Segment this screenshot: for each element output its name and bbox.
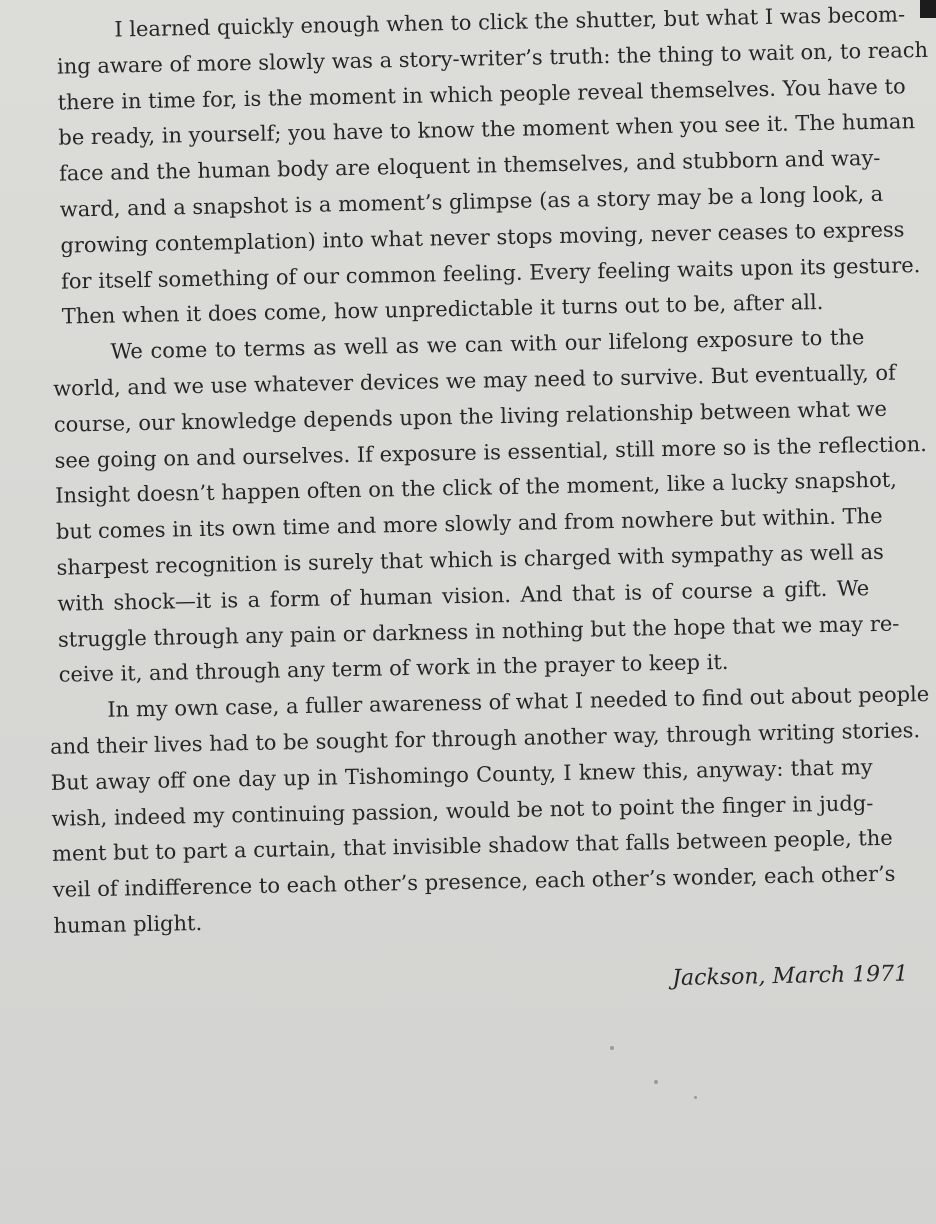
text-line: But away off one day up in Tishomingo County, I knew this, anyway: that my — [50, 754, 873, 795]
text-line: growing contemplation) into what never stops moving, never ceases to express — [60, 217, 905, 258]
paper-speck — [610, 1046, 614, 1050]
text-line: but comes in its own time and more slowly and from nowhere but within. The — [55, 503, 883, 544]
text-line: be ready, in yourself; you have to know the moment when you see it. The human — [58, 109, 916, 150]
page-corner-shadow — [920, 0, 936, 18]
body-text — [36, 0, 930, 945]
paragraph-1 — [36, 0, 929, 336]
text-line: there in time for, is the moment in which people reveal themselves. You have to — [57, 73, 906, 115]
text-line: veil of indifference to each other’s presence, each other’s wonder, each other’s — [52, 861, 896, 902]
text-line: sharpest recognition is surely that which is charged with sympathy as well as — [56, 539, 884, 580]
text-line: ing aware of more slowly was a story-writer’s truth: the thing to wait on, to reach — [56, 37, 929, 79]
text-line: for itself something of our common feeling. Every feeling waits upon its gesture. — [60, 252, 921, 294]
text-line: Then when it does come, how unpredictable it turns out to be, after all. — [61, 290, 824, 329]
text-line: We come to terms as well as we can with our lifelong exposure to the — [110, 325, 865, 364]
text-line: and their lives had to be sought for through another way, through writing stories. — [49, 718, 921, 759]
paragraph-3 — [49, 678, 930, 944]
paragraph-2 — [42, 320, 928, 694]
text-line: see going on and ourselves. If exposure is essential, still more so is the reflection. — [54, 431, 928, 473]
text-line: with shock—it is a form of human vision. And that is of course a gift. We — [57, 575, 870, 616]
text-line: world, and we use whatever devices we may need to survive. But eventually, of — [52, 360, 897, 401]
text-line: I learned quickly enough when to click the shutter, but what I was becom- — [114, 2, 906, 42]
paper-speck — [654, 1080, 658, 1084]
text-line: struggle through any pain or darkness in nothing but the hope that we may re- — [57, 611, 900, 652]
text-line: ceive it, and through any term of work in the prayer to keep it. — [58, 650, 729, 688]
text-line: course, our knowledge depends upon the living relationship between what we — [53, 396, 888, 437]
text-line: ment but to part a curtain, that invisible shadow that falls between people, the — [51, 826, 893, 867]
text-line: wish, indeed my continuing passion, would be not to point the finger in judg- — [51, 790, 874, 831]
text-line: face and the human body are eloquent in themselves, and stubborn and way- — [58, 146, 881, 186]
text-line: In my own case, a fuller awareness of what I needed to find out about people — [107, 682, 930, 722]
paper-speck — [694, 1096, 697, 1099]
text-line: human plight. — [53, 910, 203, 938]
signature-line: Jackson, March 1971 — [672, 961, 909, 991]
text-line: Insight doesn’t happen often on the click of the moment, like a lucky snapshot, — [55, 467, 898, 509]
text-line: ward, and a snapshot is a moment’s glimpse (as a story may be a long look, a — [59, 181, 884, 222]
